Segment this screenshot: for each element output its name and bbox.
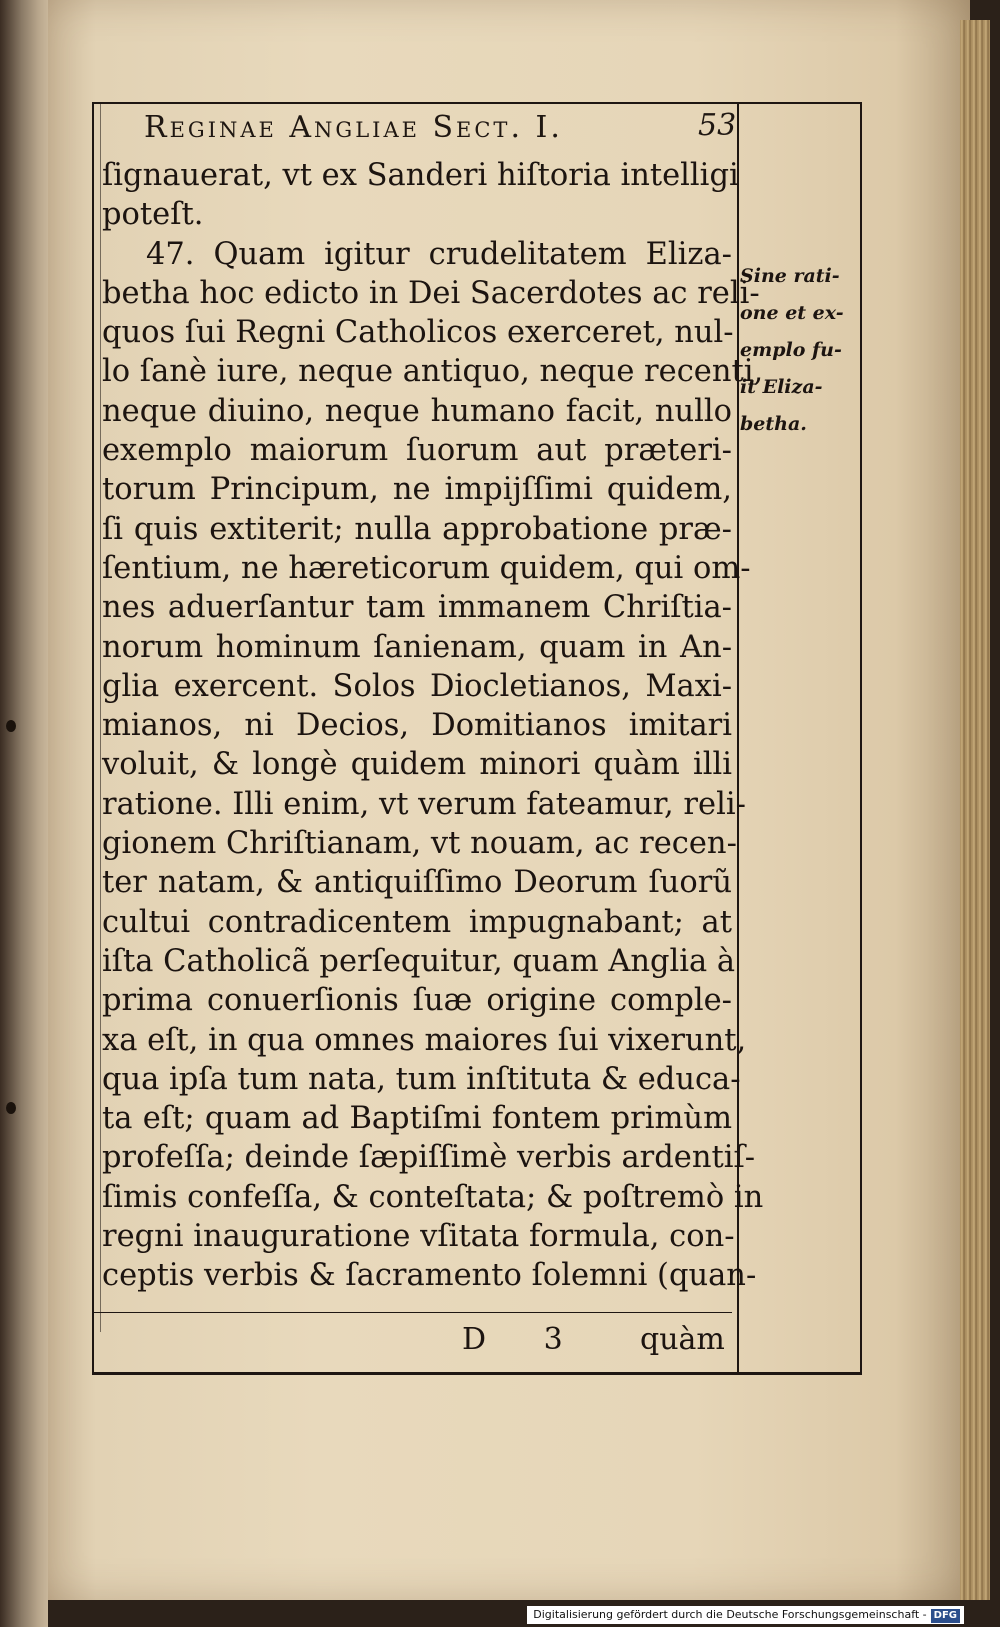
text-line: glia exercent. Solos Diocletianos, Maxi- <box>102 668 732 704</box>
credit-text: Digitalisierung gefördert durch die Deutsche Forschungsgemeinschaft - <box>533 1608 927 1621</box>
text-line: cultui contradicentem impugnabant; at <box>102 904 732 940</box>
text-line: regni inauguratione vſitata formula, con- <box>102 1219 735 1255</box>
catchword: quàm <box>640 1322 725 1357</box>
margin-note-line: one et ex- <box>740 302 844 324</box>
text-line: ſi quis extiterit; nulla approbatione præ- <box>102 511 732 547</box>
text-line: qua ipſa tum nata, tum inſtituta & educa- <box>102 1061 741 1097</box>
text-line: ter natam, & antiquiſſimo Deorum ſuorũ <box>102 865 732 901</box>
margin-note-line: betha. <box>740 413 807 435</box>
text-line: norum hominum ſanienam, quam in An- <box>102 629 732 665</box>
text-line: ratione. Illi enim, vt verum fateamur, reli- <box>102 786 746 822</box>
text-line: 47. Quam igitur crudelitatem Eliza- <box>146 236 732 272</box>
text-line: prima conuerſionis ſuæ origine comple- <box>102 983 732 1019</box>
text-line: ceptis verbis & ſacramento ſolemni (quan- <box>102 1258 757 1294</box>
digitization-credit <box>527 1606 964 1624</box>
page-footer <box>100 1322 732 1362</box>
binding-hole <box>6 1102 16 1114</box>
margin-note-line: it Eliza- <box>740 376 823 398</box>
text-line: xa eſt, in qua omnes maiores ſui vixerunt, <box>102 1022 747 1058</box>
text-line: lo ſanè iure, neque antiquo, neque recenti, <box>102 354 764 390</box>
signature-mark: D 3 <box>462 1322 587 1357</box>
text-line: mianos, ni Decios, Domitianos imitari <box>102 708 732 744</box>
text-line: ta eſt; quam ad Baptiſmi fontem primùm <box>102 1101 732 1137</box>
text-line: torum Principum, ne impijſſimi quidem, <box>102 472 732 508</box>
margin-note-line: Sine rati- <box>740 265 840 287</box>
binding-gutter <box>0 0 48 1627</box>
text-line: iſta Catholicã perſequitur, quam Anglia à <box>102 943 736 979</box>
text-line: gionem Chriſtianam, vt nouam, ac recen- <box>102 826 737 862</box>
text-line: exemplo maiorum ſuorum aut præteri- <box>102 433 732 469</box>
text-line: nes aduerſantur tam immanem Chriſtia- <box>102 590 732 626</box>
running-title: Reginae Angliae Sect. I. <box>144 110 563 145</box>
running-header <box>144 108 737 152</box>
page-edge-shadow <box>990 0 1000 1627</box>
text-line: ſentium, ne hæreticorum quidem, qui om- <box>102 550 751 586</box>
text-line: ſignauerat, vt ex Sanderi hiſtoria intelligi <box>102 158 739 193</box>
text-line: ſimis confeſſa, & conteſtata; & poſtremò in <box>102 1179 764 1215</box>
margin-note <box>740 258 852 443</box>
body-text <box>102 156 764 1296</box>
dfg-logo: DFG <box>931 1609 960 1623</box>
margin-note-line: emplo fu- <box>740 339 842 361</box>
page-number: 53 <box>698 108 737 143</box>
text-line: neque diuino, neque humano facit, nullo <box>102 393 732 429</box>
text-line: voluit, & longè quidem minori quàm illi <box>102 747 732 783</box>
inner-left-rule <box>100 102 101 1332</box>
text-line: poteſt. <box>102 197 204 233</box>
binding-hole <box>6 720 16 732</box>
text-line: quos ſui Regni Catholicos exerceret, nul- <box>102 315 734 351</box>
footer-rule <box>92 1312 732 1313</box>
text-line: profeſſa; deinde ſæpiſſimè verbis ardentiſ- <box>102 1140 756 1176</box>
text-line: betha hoc edicto in Dei Sacerdotes ac reli- <box>102 275 760 311</box>
